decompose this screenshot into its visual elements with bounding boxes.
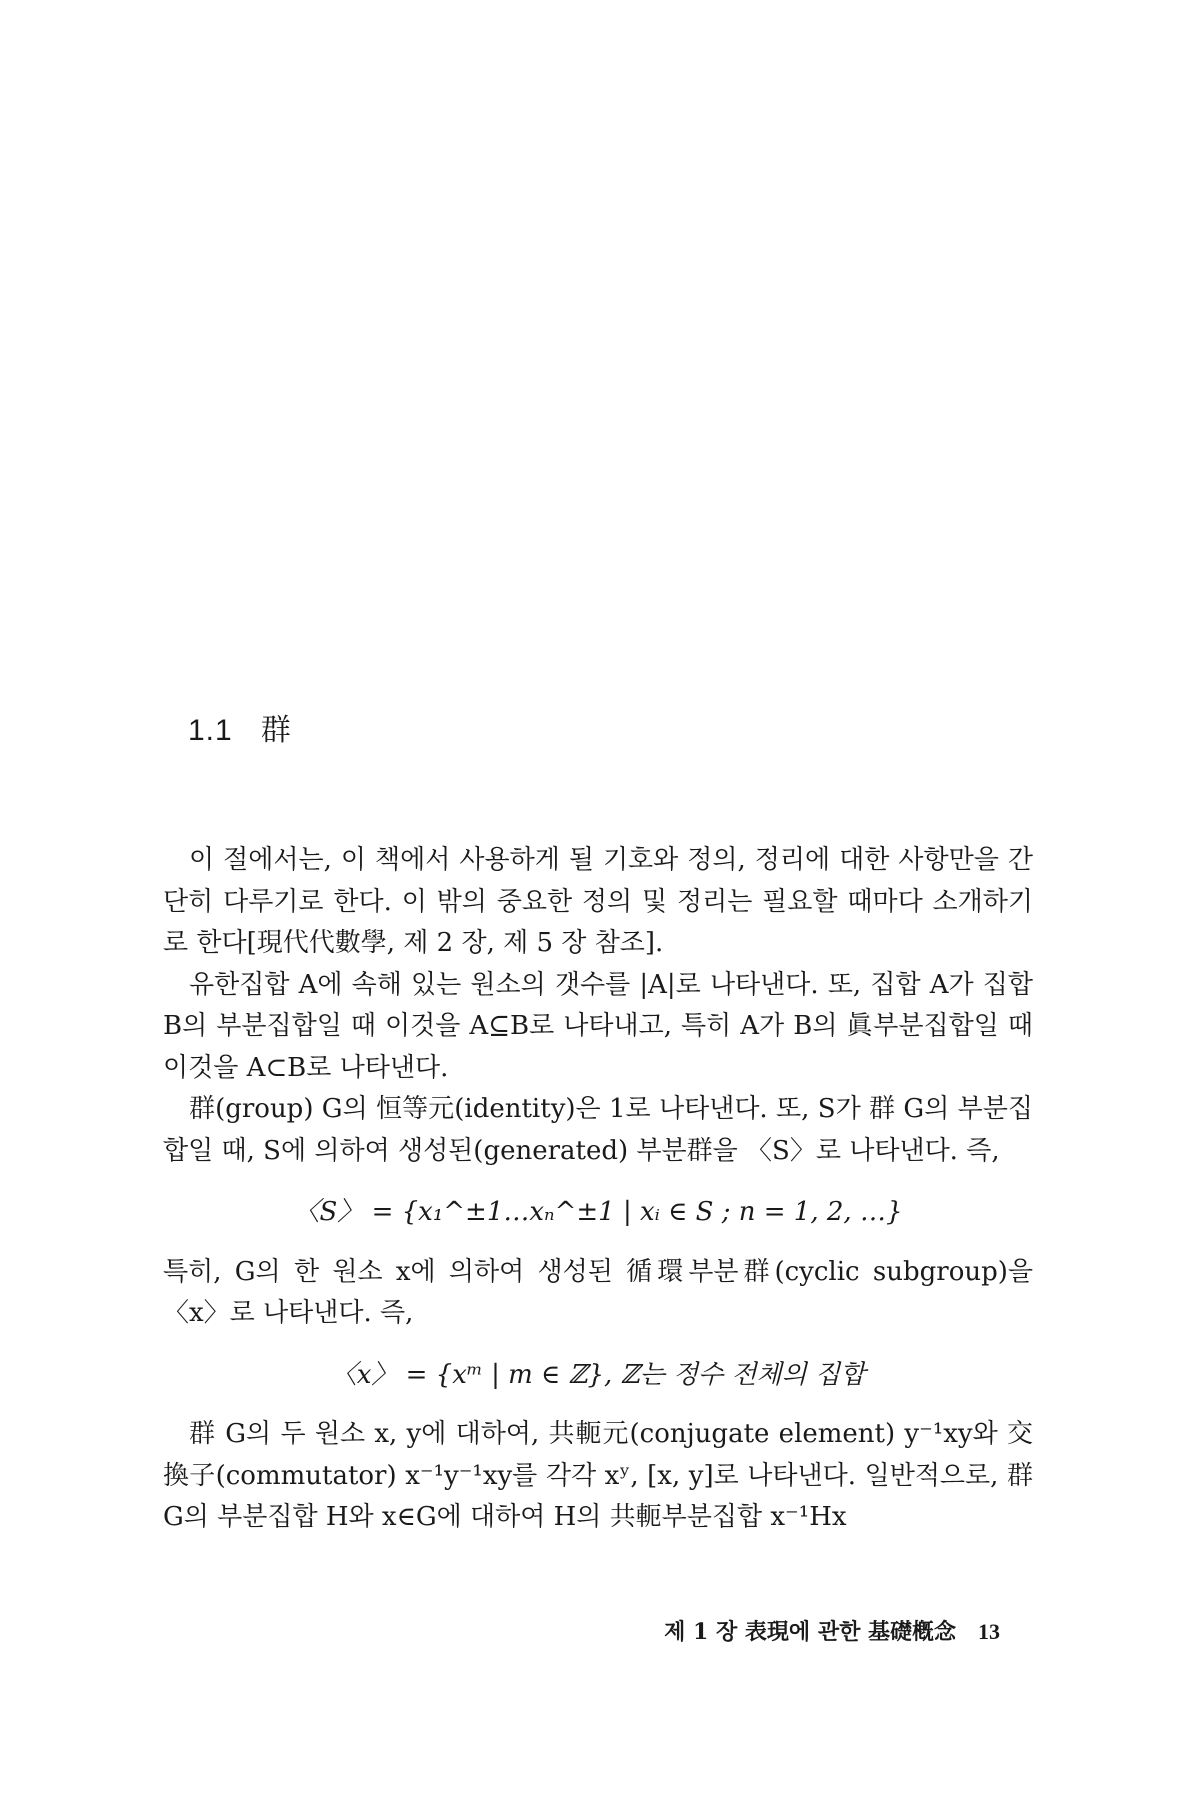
paragraph-2: 유한집합 A에 속해 있는 원소의 갯수를 |A|로 나타낸다. 또, 집합 A가 집합 B의 부분집합일 때 이것을 A⊆B로 나타내고, 특히 A가 B의 眞부분집합일 때 이것을 A⊂B로 나타낸다. — [163, 969, 1033, 1083]
formula-generated-subgroup: 〈S〉 = {x₁^±1…xₙ^±1 | xᵢ ∈ S ; n = 1, 2, …} — [293, 1197, 903, 1227]
section-heading — [188, 705, 292, 749]
section-number: 1.1 — [188, 714, 233, 747]
section-title: 群 — [260, 713, 292, 748]
paragraph-1: 이 절에서는, 이 책에서 사용하게 될 기호와 정의, 정리에 대한 사항만을 간단히 다루기로 한다. 이 밖의 중요한 정의 및 정리는 필요할 때마다 소개하기로 한다[現代代數學, 제 2 장, 제 5 장 참조]. — [163, 845, 1033, 958]
page-number: 13 — [978, 1619, 1000, 1644]
formula-cyclic-subgroup: 〈x〉 = {xᵐ | m ∈ ℤ}, ℤ는 정수 전체의 집합 — [330, 1359, 866, 1390]
footer-chapter: 제 1 장 表現에 관한 基礎槪念 — [664, 1619, 956, 1645]
page-footer — [664, 1615, 1000, 1646]
paragraph-3: 群(group) G의 恒等元(identity)은 1로 나타낸다. 또, S가 群 G의 부분집합일 때, S에 의하여 생성된(generated) 부분群을 〈S〉로 나타낸다. 즉, — [163, 1094, 1033, 1166]
body-text — [163, 840, 1033, 1539]
paragraph-4: 특히, G의 한 원소 x에 의하여 생성된 循環부분群(cyclic subgroup)을 〈x〉로 나타낸다. 즉, — [163, 1256, 1033, 1328]
paragraph-5: 群 G의 두 원소 x, y에 대하여, 共軛元(conjugate element) y⁻¹xy와 交換子(commutator) x⁻¹y⁻¹xy를 각각 xʸ, [x, y]로 나타낸다. 일반적으로, 群 G의 부분집합 H와 x∈G에 대하여 H의 共軛부분집합 x⁻¹Hx — [163, 1419, 1033, 1532]
